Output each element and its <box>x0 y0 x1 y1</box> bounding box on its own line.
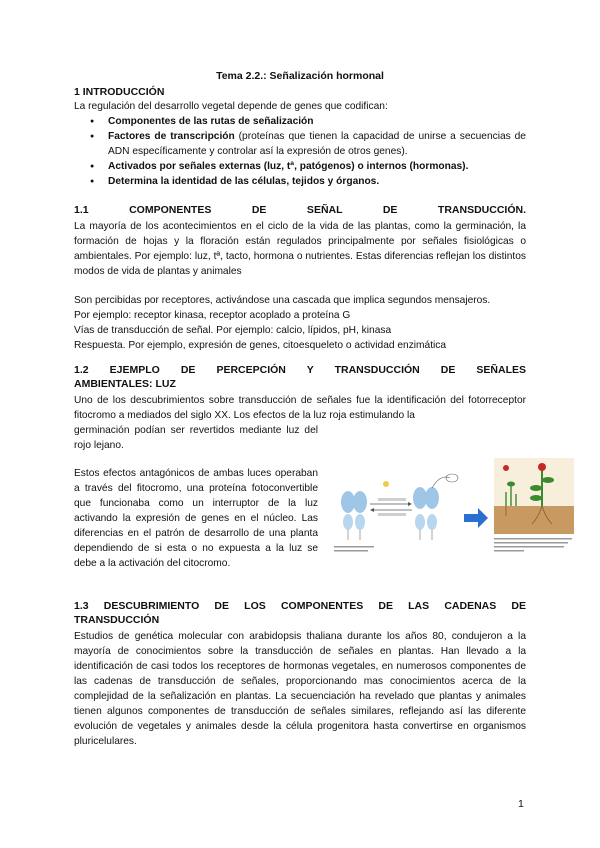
phytochrome-pfr-icon <box>413 474 458 540</box>
bullet-bold: Activados por señales externas (luz, tª, patógenos) o internos (hormonas). <box>108 161 469 172</box>
bullet-list <box>74 114 526 189</box>
section-heading-ejemplo-luz-2: AMBIENTALES: LUZ <box>74 378 176 390</box>
text-line-ejemplo-receptor: Por ejemplo: receptor kinasa, receptor acoplado a proteína G <box>74 310 351 321</box>
conversion-arrows-icon <box>370 498 412 516</box>
page-number: 1 <box>518 798 524 810</box>
section-heading-ejemplo-luz: 1.2 EJEMPLO DE PERCEPCIÓN Y TRANSDUCCIÓN DE SEÑALES <box>74 364 526 376</box>
arrow-right-icon <box>464 508 488 528</box>
bullet-bold: Componentes de las rutas de señalización <box>108 116 314 127</box>
list-item <box>74 174 526 189</box>
text-line-respuesta: Respuesta. Por ejemplo, expresión de genes, citoesqueleto o actividad enzimática <box>74 340 447 351</box>
section-heading-componentes: 1.1 COMPONENTES DE SEÑAL DE TRANSDUCCIÓN. <box>74 204 526 216</box>
section-heading-descubrimiento: 1.3 DESCUBRIMIENTO DE LOS COMPONENTES DE LAS CADENAS DE <box>74 600 526 612</box>
phytochrome-pr-icon <box>341 491 367 540</box>
text-line-vias: Vías de transducción de señal. Por ejemplo: calcio, lípidos, pH, kinasa <box>74 325 392 336</box>
bullet-bold: Determina la identidad de las células, tejidos y órganos. <box>108 176 380 187</box>
paragraph-componentes: La mayoría de los acontecimientos en el ciclo de la vida de las plantas, como la germinación, la formación de hojas y la floración están regulados principalmente por señales fisiológicas o ambientales. Por ejemplo: luz, tª, tacto, hormona o nutrientes. Estas diferencias reflejan los distintos modos de vida de plantas y animales <box>74 221 526 277</box>
text-line-receptores: Son percibidas por receptores, activándose una cascada que implica segundos mensajeros. <box>74 295 491 306</box>
list-item <box>74 159 526 174</box>
light-icon <box>383 481 389 487</box>
bullet-rest: (proteínas que tienen la capacidad de unirse a secuencias de ADN específicamente y controlar así la expresión de otros genes). <box>108 131 526 157</box>
section-heading-introduccion: 1 INTRODUCCIÓN <box>74 86 165 98</box>
page-title: Tema 2.2.: Señalización hormonal <box>216 70 384 82</box>
paragraph-fitocromo-cont: germinación podían ser revertidos mediante luz del rojo lejano. <box>74 425 318 451</box>
paragraph-efectos: Estos efectos antagónicos de ambas luces operaban a través del fitocromo, una proteína fotoconvertible que funcionaba como un interruptor de la luz activando la expresión de genes en el núcleo. Las diferencias en el patrón de desarrollo de una planta dependiendo de si esta o no expuesta a la luz se debe a la activación del citocromo. <box>74 468 318 569</box>
paragraph-fitocromo: Uno de los descubrimientos sobre transducción de señales fue la identificación del fotorreceptor fitocromo a mediados del siglo XX. Los efectos de la luz roja estimulando la <box>74 395 526 421</box>
bullet-bold: Factores de transcripción <box>108 131 235 142</box>
plant-photo-icon <box>494 458 574 534</box>
list-item <box>74 114 526 129</box>
phytochrome-figure <box>328 458 576 566</box>
list-item <box>74 129 526 159</box>
paragraph-descubrimiento: Estudios de genética molecular con arabidopsis thaliana durante los años 80, condujeron a la mayoría de conocimientos sobre la transducción de señales en plantas. Han llevado a la identificación de casi todos los receptores de hormonas vegetales, en numerosos componentes de las cadenas de transducción de señales, proporcionando mas conocimientos acerca de la complejidad de la señalización en plantas. La secuenciación ha revelado que plantas y animales tienen algunos componentes de transducción de señales similares, reflejando así las diferente evolución de vegetales y animales desde la célula progenitora hasta convertirse en organismos pluricelulares. <box>74 631 526 747</box>
intro-text: La regulación del desarrollo vegetal depende de genes que codifican: <box>74 101 388 112</box>
section-heading-descubrimiento-2: TRANSDUCCIÓN <box>74 614 160 626</box>
